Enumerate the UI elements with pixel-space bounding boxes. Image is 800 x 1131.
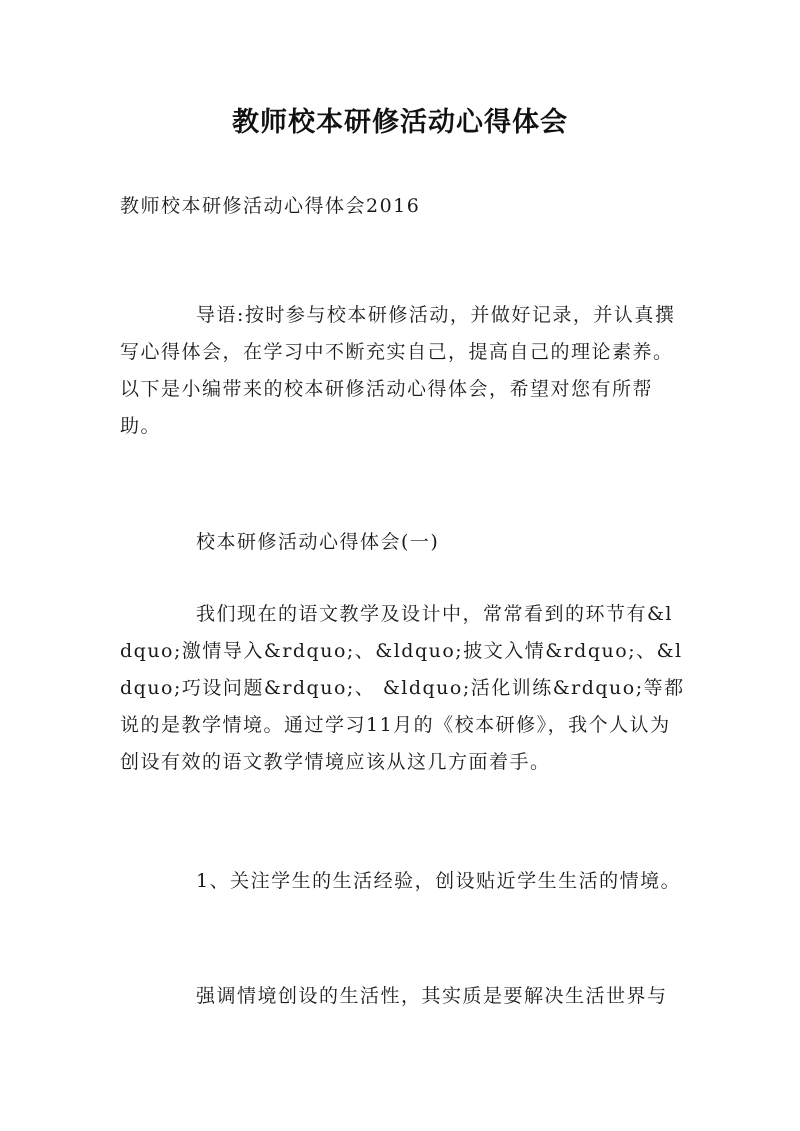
body-paragraph-2: 强调情境创设的生活性，其实质是要解决生活世界与 bbox=[196, 985, 668, 1007]
section-heading: 校本研修活动心得体会(一) bbox=[196, 531, 440, 553]
point-heading-1: 1、关注学生的生活经验，创设贴近学生生活的情境。 bbox=[196, 870, 682, 892]
body-paragraph-1: 我们现在的语文教学及设计中，常常看到的环节有&ldquo;激情导入&rdquo;、&ldquo;披文入情&rdquo;、&ldquo;巧设问题&rdquo;、 &ldquo;活化训练&rdquo;等都说的是教学情境。通过学习11月的《校本研修》，我个人认为创设有效的语文教学情境应该从这几方面着手。 bbox=[120, 603, 685, 773]
document-subtitle: 教师校本研修活动心得体会2016 bbox=[120, 195, 421, 217]
intro-paragraph: 导语:按时参与校本研修活动，并做好记录，并认真撰写心得体会，在学习中不断充实自己，提高自己的理论素养。以下是小编带来的校本研修活动心得体会，希望对您有所帮助。 bbox=[120, 304, 676, 437]
document-title: 教师校本研修活动心得体会 bbox=[232, 107, 568, 138]
